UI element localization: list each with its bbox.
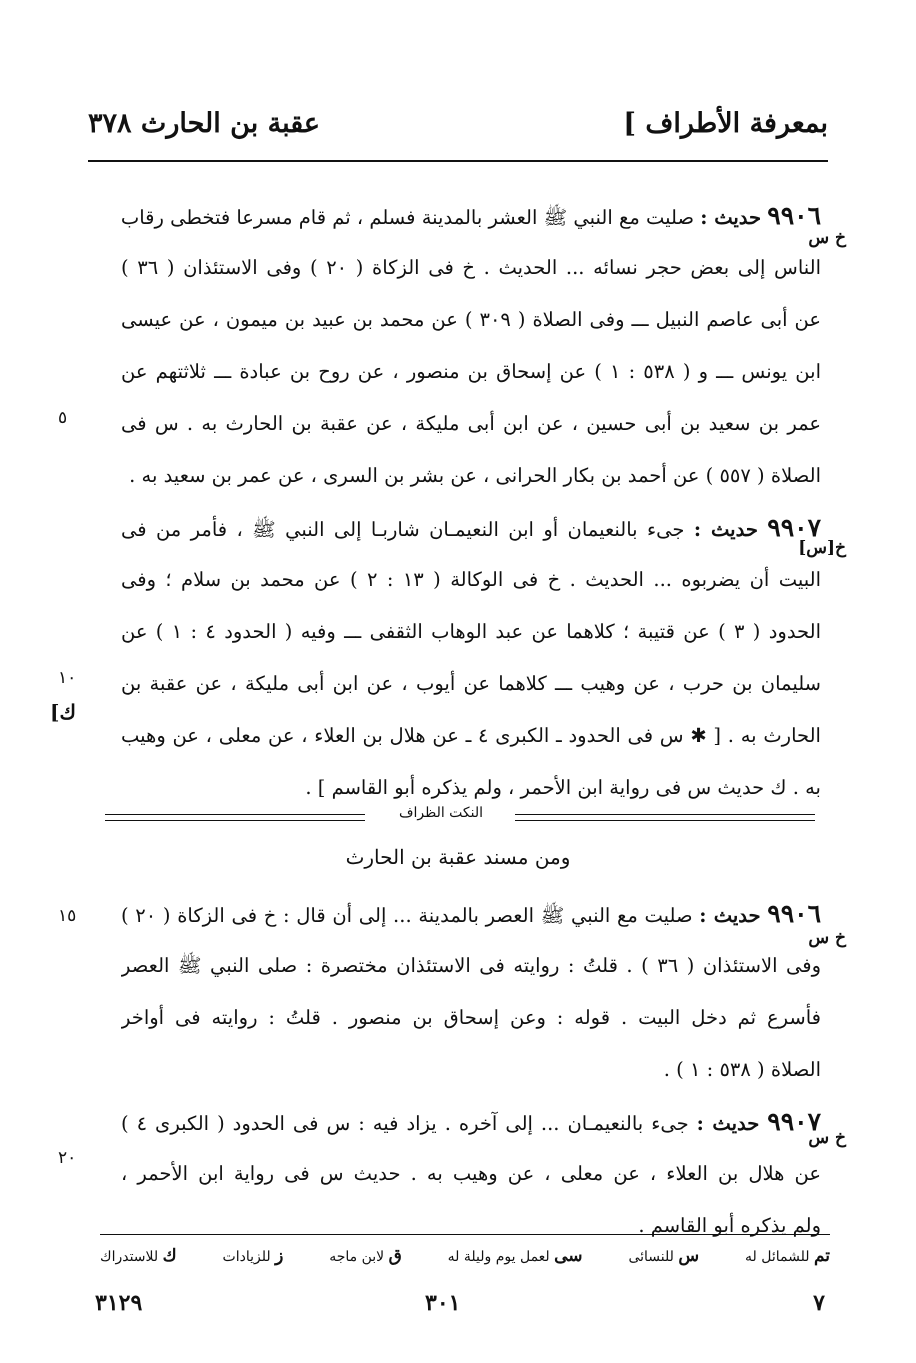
legend-text: للاستدراك (100, 1249, 159, 1265)
legend-abbr: ز (275, 1246, 284, 1266)
text-line: فأسرع ثم دخل البيت . قوله : وعن إسحاق بن منصور . قلتُ : روايته فى أواخر (121, 1006, 821, 1029)
text-line: عمر بن سعيد بن أبى حسين ، عن ابن أبى مليكة ، عن عقبة بن الحارث به . س فى (121, 412, 821, 435)
legend-abbr: ق (388, 1246, 402, 1266)
text-line: الحدود ( ٣ ) عن قتيبة ؛ كلاهما عن عبد الوهاب الثقفى ـــ وفيه ( الحدود ٤ : ١ ) عن (121, 620, 821, 643)
text-line (121, 190, 821, 242)
hadith-number: ٩٩٠٧ (767, 513, 821, 542)
legend-text: لابن ماجه (329, 1249, 385, 1265)
text-line: سليمان بن حرب ، عن وهيب ـــ كلاهما عن أيوب ، عن ابن أبى مليكة ، عن عقبة بن (121, 672, 821, 695)
text-line: الحارث به . [ ✱ س فى الحدود ـ الكبرى ٤ ـ عن هلال بن العلاء ، عن معلى ، عن وهيب (121, 724, 821, 747)
hadith-number: ٩٩٠٦ (767, 201, 821, 230)
nukat-entry-9906 (121, 888, 821, 1096)
legend-item (628, 1246, 699, 1266)
legend-text: للنسائى (628, 1249, 674, 1265)
text-line: البيت أن يضربوه ... الحديث . خ فى الوكالة ( ١٣ : ٢ ) عن محمد بن سلام ؛ وفى (121, 568, 821, 591)
margin-bracket: [ك (50, 700, 76, 724)
header-rule (88, 160, 828, 162)
text-line (121, 1096, 821, 1148)
hadith-label: حديث : (693, 518, 758, 541)
legend-item (329, 1246, 402, 1266)
margin-line-number: ٢٠ (58, 1148, 77, 1168)
text-line: الصلاة ( ٥٥٧ ) عن أحمد بن بكار الحرانى ، عن بشر بن السرى ، عن عمر بن سعيد به . (129, 464, 821, 487)
section-title: ومن مسند عقبة بن الحارث (345, 845, 571, 869)
hadith-label: حديث : (696, 1112, 760, 1135)
divider-rule (105, 814, 365, 821)
line-text: جىء بالنعيمان أو ابن النعيمـان شاربـا إلى النبي ﷺ ، فأمر من فى (121, 518, 685, 541)
margin-sigla: خ س (808, 228, 846, 248)
text-line (121, 888, 821, 940)
margin-line-number: ١٠ (58, 668, 77, 688)
legend-item (448, 1246, 583, 1266)
legend-abbr: تم (813, 1246, 830, 1266)
page-footer (95, 1290, 825, 1330)
hadith-label: حديث : (700, 206, 762, 229)
line-text: صليت مع النبي ﷺ العشر بالمدينة فسلم ، ثم قام مسرعا فتخطى رقاب (121, 206, 695, 229)
margin-sigla: خ س (808, 1128, 846, 1148)
section-divider (105, 805, 815, 828)
nukat-entry-9907 (121, 1096, 821, 1252)
legend-abbr: سى (554, 1246, 583, 1266)
entry-9907 (121, 502, 821, 814)
text-line: به . ك حديث س فى رواية ابن الأحمر ، ولم يذكره أبو القاسم ] . (305, 776, 821, 799)
legend-abbr: س (678, 1246, 700, 1266)
sigla-legend (100, 1246, 830, 1266)
line-text: جىء بالنعيمـان ... إلى آخره . يزاد فيه : س فى الحدود ( الكبرى ٤ ) (121, 1112, 689, 1135)
legend-item (745, 1246, 830, 1266)
divider-rule (515, 814, 815, 821)
hadith-number: ٩٩٠٦ (767, 899, 821, 928)
margin-line-number: ١٥ (58, 906, 77, 926)
text-line: ابن يونس ـــ و ( ٥٣٨ : ١ ) عن إسحاق بن منصور ، عن روح بن عبادة ـــ ثلاثتهم عن (121, 360, 821, 383)
divider-title: النكت الظراف (398, 805, 484, 821)
line-text: صليت مع النبي ﷺ العصر بالمدينة ... إلى أن قال : خ فى الزكاة ( ٢٠ ) (121, 904, 693, 927)
legend-text: للزيادات (222, 1249, 271, 1265)
legend-abbr: ك (162, 1246, 177, 1266)
margin-sigla: خ[س] (798, 538, 846, 558)
text-line: عن هلال بن العلاء ، عن معلى ، عن وهيب به . حديث س فى رواية ابن الأحمر ، (121, 1162, 821, 1185)
text-line: الصلاة ( ٥٣٨ : ١ ) . (663, 1058, 821, 1081)
legend-item (223, 1246, 284, 1266)
text-line: عن أبى عاصم النبيل ـــ وفى الصلاة ( ٣٠٩ ) عن محمد بن عبيد بن ميمون ، عن عيسى (121, 308, 821, 331)
footnote-rule (100, 1234, 830, 1235)
legend-text: لعمل يوم وليلة له (447, 1249, 550, 1265)
running-header (88, 108, 828, 154)
nukat-text (121, 888, 821, 1252)
text-line: الناس إلى بعض حجر نسائه ... الحديث . خ فى الزكاة ( ٢٠ ) وفى الاستئذان ( ٣٦ ) (121, 256, 821, 279)
entry-9906 (121, 190, 821, 502)
margin-line-number: ٥ (58, 408, 68, 428)
hadith-number: ٩٩٠٧ (767, 1107, 821, 1136)
header-title-right: بمعرفة الأطراف ] (623, 108, 828, 139)
text-line (121, 502, 821, 554)
legend-text: للشمائل له (745, 1249, 810, 1265)
margin-sigla: خ س (808, 928, 846, 948)
legend-item (100, 1246, 177, 1266)
volume-number: ٧ (813, 1290, 825, 1316)
text-line: وفى الاستئذان ( ٣٦ ) . قلتُ : روايته فى الاستئذان مختصرة : صلى النبي ﷺ العصر (121, 954, 821, 977)
hadith-label: حديث : (699, 904, 761, 927)
header-title-left: عقبة بن الحارث ٣٧٨ (88, 108, 321, 139)
page-number: ٣٠١ (425, 1290, 461, 1316)
main-text (121, 190, 821, 814)
sequence-number: ٣١٢٩ (95, 1290, 143, 1316)
text-line: ولم يذكره أبو القاسم . (638, 1214, 821, 1237)
